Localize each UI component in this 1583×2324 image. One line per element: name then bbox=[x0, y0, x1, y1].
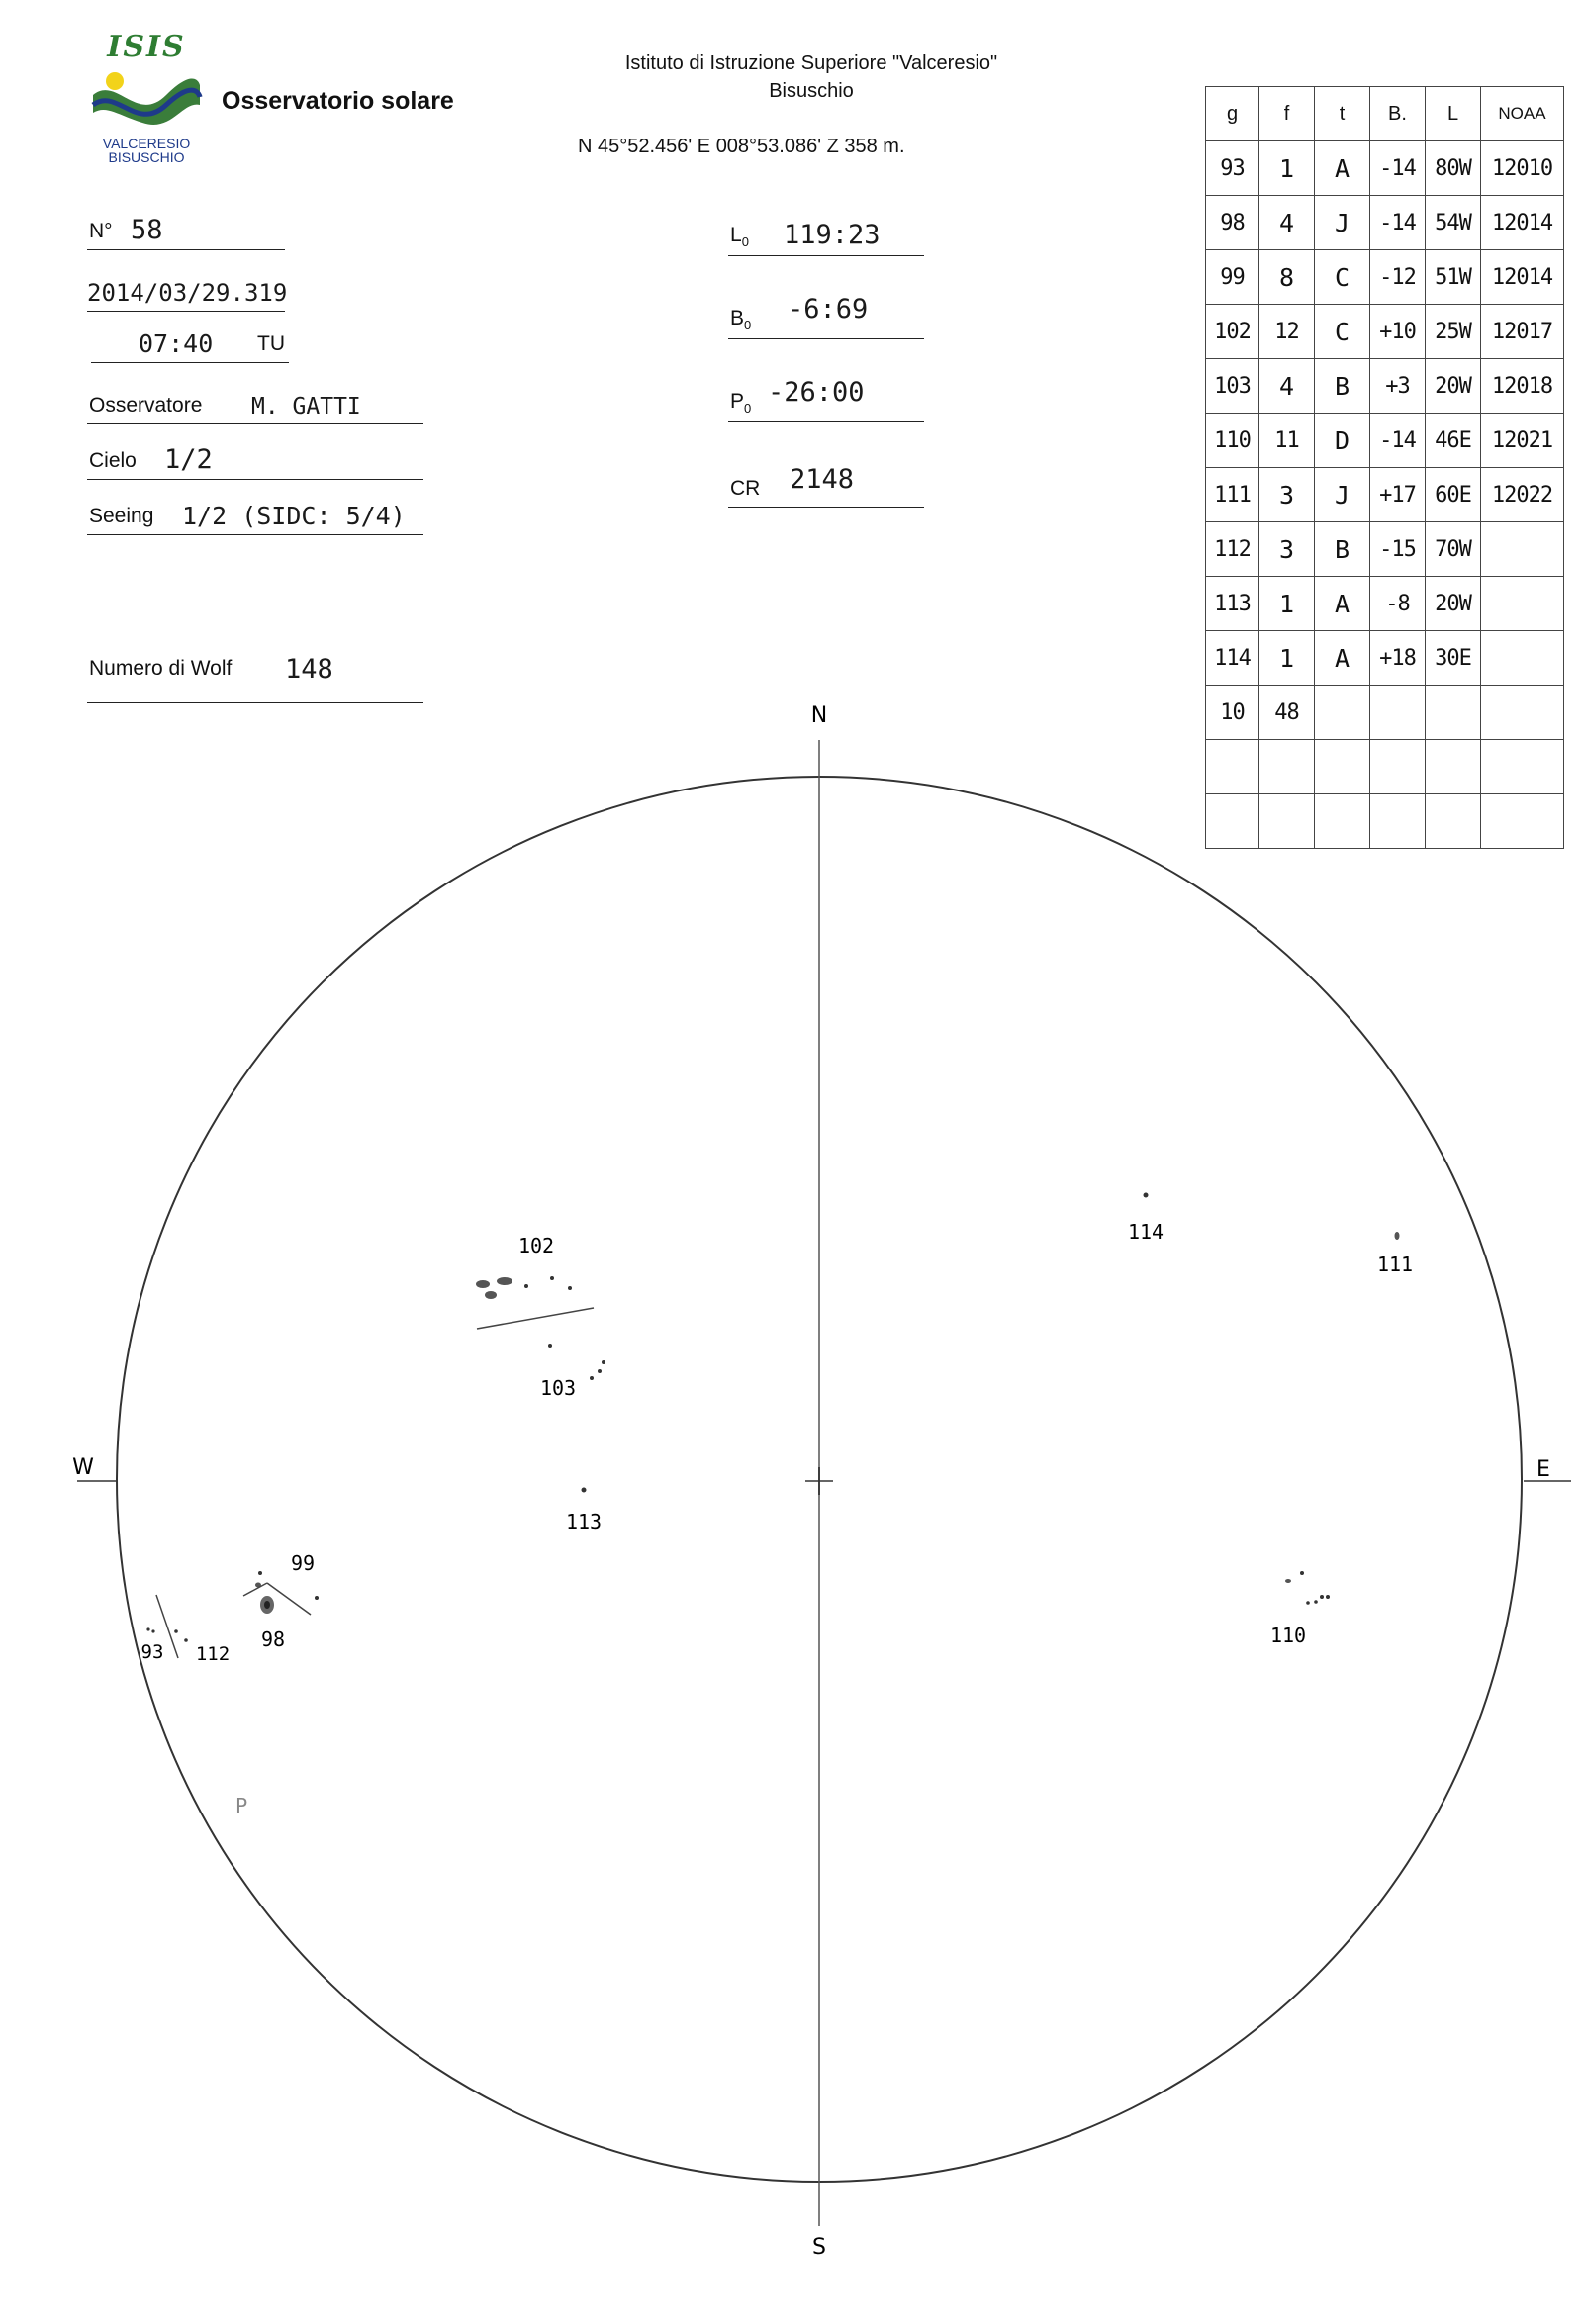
observatory-coordinates: N 45°52.456' E 008°53.086' Z 358 m. bbox=[578, 136, 905, 157]
table-cell: B bbox=[1315, 522, 1370, 577]
table-cell: -8 bbox=[1370, 577, 1426, 631]
table-cell bbox=[1370, 740, 1426, 794]
field-B0 bbox=[728, 294, 924, 339]
table-cell: +17 bbox=[1370, 468, 1426, 522]
sunspot-groups-table bbox=[1205, 86, 1564, 849]
table-cell: 113 bbox=[1206, 577, 1259, 631]
table-cell: 3 bbox=[1259, 522, 1315, 577]
table-cell: 12018 bbox=[1481, 359, 1564, 414]
table-row bbox=[1206, 522, 1564, 577]
table-cell: 25W bbox=[1426, 305, 1481, 359]
table-cell: J bbox=[1315, 196, 1370, 250]
table-cell: 60E bbox=[1426, 468, 1481, 522]
table-cell: -12 bbox=[1370, 250, 1426, 305]
table-cell bbox=[1206, 740, 1259, 794]
table-cell: -14 bbox=[1370, 141, 1426, 196]
B0-label: $B_0$ bbox=[730, 306, 752, 332]
sky-label: Cielo bbox=[89, 449, 137, 472]
group-label-99: 99 bbox=[290, 1551, 316, 1575]
table-cell bbox=[1259, 794, 1315, 849]
table-cell: 12014 bbox=[1481, 250, 1564, 305]
field-sky bbox=[87, 441, 423, 480]
table-cell bbox=[1370, 686, 1426, 740]
table-cell: 11 bbox=[1259, 414, 1315, 468]
field-CR bbox=[728, 464, 924, 508]
field-number bbox=[87, 212, 285, 250]
table-row bbox=[1206, 631, 1564, 686]
table-cell: 93 bbox=[1206, 141, 1259, 196]
institute-title bbox=[524, 49, 1098, 105]
field-observer bbox=[87, 386, 423, 424]
seeing-value: 1/2 (SIDC: 5/4) bbox=[182, 502, 406, 530]
table-cell: 98 bbox=[1206, 196, 1259, 250]
group-label-112: 112 bbox=[195, 1643, 231, 1665]
wolf-value: 148 bbox=[285, 654, 333, 685]
logo-caption-line2: BISUSCHIO bbox=[108, 149, 185, 165]
field-wolf bbox=[87, 654, 423, 703]
table-cell bbox=[1481, 631, 1564, 686]
table-cell: 1 bbox=[1259, 141, 1315, 196]
group-label-110: 110 bbox=[1269, 1624, 1307, 1647]
time-unit: TU bbox=[257, 332, 285, 355]
table-cell: 12014 bbox=[1481, 196, 1564, 250]
table-cell bbox=[1481, 794, 1564, 849]
table-cell: 4 bbox=[1259, 196, 1315, 250]
table-cell bbox=[1481, 686, 1564, 740]
header-t: t bbox=[1315, 87, 1370, 141]
table-cell: -14 bbox=[1370, 196, 1426, 250]
table-cell: 12017 bbox=[1481, 305, 1564, 359]
table-cell: 8 bbox=[1259, 250, 1315, 305]
sunspot-group-110 bbox=[1285, 1571, 1330, 1605]
sunspot-group-103 bbox=[548, 1344, 605, 1380]
logo-caption bbox=[87, 137, 206, 164]
table-cell: 46E bbox=[1426, 414, 1481, 468]
pole-mark: P bbox=[234, 1794, 248, 1817]
P0-value: -26:00 bbox=[768, 377, 865, 408]
field-P0 bbox=[728, 377, 924, 422]
header-f: f bbox=[1259, 87, 1315, 141]
header-b: B. bbox=[1370, 87, 1426, 141]
table-cell bbox=[1315, 740, 1370, 794]
table-cell: 3 bbox=[1259, 468, 1315, 522]
observatory-title: Osservatorio solare bbox=[222, 87, 454, 115]
table-cell: 12 bbox=[1259, 305, 1315, 359]
table-cell: 99 bbox=[1206, 250, 1259, 305]
sunspot-group-114 bbox=[1144, 1193, 1149, 1198]
group-label-102: 102 bbox=[517, 1234, 555, 1257]
isis-logo bbox=[87, 30, 206, 168]
institute-line2: Bisuschio bbox=[769, 80, 854, 102]
table-cell: 12022 bbox=[1481, 468, 1564, 522]
logo-caption-line1: VALCERESIO bbox=[102, 136, 191, 151]
institute-line1: Istituto di Istruzione Superiore "Valceresio" bbox=[624, 52, 998, 74]
table-cell bbox=[1315, 794, 1370, 849]
seeing-label: Seeing bbox=[89, 505, 154, 527]
table-row bbox=[1206, 141, 1564, 196]
observer-label: Osservatore bbox=[89, 394, 203, 417]
group-label-103: 103 bbox=[539, 1376, 577, 1400]
table-cell: C bbox=[1315, 305, 1370, 359]
table-row bbox=[1206, 468, 1564, 522]
field-date bbox=[87, 273, 288, 312]
group-label-114: 114 bbox=[1127, 1220, 1164, 1244]
B0-value: -6:69 bbox=[788, 294, 869, 325]
sunspot-group-111 bbox=[1395, 1232, 1400, 1240]
sunspot-group-98-99 bbox=[243, 1571, 319, 1615]
table-cell: J bbox=[1315, 468, 1370, 522]
table-cell bbox=[1206, 794, 1259, 849]
table-row bbox=[1206, 414, 1564, 468]
table-cell bbox=[1481, 577, 1564, 631]
table-row bbox=[1206, 577, 1564, 631]
table-cell: 20W bbox=[1426, 359, 1481, 414]
group-label-111: 111 bbox=[1376, 1253, 1414, 1276]
table-cell bbox=[1481, 522, 1564, 577]
field-time bbox=[91, 325, 289, 363]
table-cell: 80W bbox=[1426, 141, 1481, 196]
table-cell bbox=[1426, 740, 1481, 794]
sunspot-group-113 bbox=[582, 1488, 587, 1493]
table-cell bbox=[1315, 686, 1370, 740]
table-cell: 102 bbox=[1206, 305, 1259, 359]
table-cell: 12010 bbox=[1481, 141, 1564, 196]
table-cell: 1 bbox=[1259, 577, 1315, 631]
table-cell: 112 bbox=[1206, 522, 1259, 577]
table-cell: 1 bbox=[1259, 631, 1315, 686]
table-cell: 10 bbox=[1206, 686, 1259, 740]
table-row bbox=[1206, 305, 1564, 359]
table-cell: +18 bbox=[1370, 631, 1426, 686]
table-cell: 20W bbox=[1426, 577, 1481, 631]
table-cell: D bbox=[1315, 414, 1370, 468]
table-cell bbox=[1370, 794, 1426, 849]
west-label: W bbox=[72, 1455, 94, 1480]
table-cell: 4 bbox=[1259, 359, 1315, 414]
table-header-row bbox=[1206, 87, 1564, 141]
table-cell: 51W bbox=[1426, 250, 1481, 305]
table-row bbox=[1206, 359, 1564, 414]
table-cell: 111 bbox=[1206, 468, 1259, 522]
table-cell: B bbox=[1315, 359, 1370, 414]
table-cell: A bbox=[1315, 631, 1370, 686]
logo-top-text: ISIS bbox=[107, 30, 186, 64]
observer-value: M. GATTI bbox=[251, 394, 361, 419]
table-cell bbox=[1481, 740, 1564, 794]
table-cell: 114 bbox=[1206, 631, 1259, 686]
table-cell: 70W bbox=[1426, 522, 1481, 577]
group-label-98: 98 bbox=[260, 1627, 286, 1651]
group-label-93: 93 bbox=[140, 1641, 164, 1663]
south-label: S bbox=[812, 2235, 826, 2260]
table-cell: A bbox=[1315, 577, 1370, 631]
number-value: 58 bbox=[131, 215, 163, 245]
table-cell bbox=[1426, 794, 1481, 849]
table-row-empty bbox=[1206, 794, 1564, 849]
table-cell bbox=[1259, 740, 1315, 794]
table-cell: 12021 bbox=[1481, 414, 1564, 468]
table-cell: 30E bbox=[1426, 631, 1481, 686]
field-L0 bbox=[728, 216, 924, 256]
north-label: N bbox=[810, 703, 828, 728]
table-row-totals bbox=[1206, 686, 1564, 740]
wolf-label: Numero di Wolf bbox=[89, 657, 233, 680]
field-seeing bbox=[87, 497, 423, 535]
L0-value: 119:23 bbox=[784, 220, 881, 250]
header-g: g bbox=[1206, 87, 1259, 141]
table-cell: 54W bbox=[1426, 196, 1481, 250]
sky-value: 1/2 bbox=[164, 444, 213, 475]
table-cell: -15 bbox=[1370, 522, 1426, 577]
logo-emblem-icon bbox=[87, 65, 206, 137]
table-cell: +3 bbox=[1370, 359, 1426, 414]
table-cell: 103 bbox=[1206, 359, 1259, 414]
date-value: 2014/03/29.319 bbox=[87, 279, 288, 307]
header-noaa: NOAA bbox=[1481, 87, 1564, 141]
table-cell: A bbox=[1315, 141, 1370, 196]
table-row bbox=[1206, 196, 1564, 250]
table-cell: 48 bbox=[1259, 686, 1315, 740]
header-l: L bbox=[1426, 87, 1481, 141]
sunspot-group-102 bbox=[476, 1276, 594, 1329]
table-row bbox=[1206, 250, 1564, 305]
group-label-113: 113 bbox=[565, 1510, 603, 1534]
table-cell bbox=[1426, 686, 1481, 740]
L0-label: $L_0$ bbox=[730, 223, 749, 249]
CR-label: CR bbox=[730, 477, 761, 500]
table-cell: +10 bbox=[1370, 305, 1426, 359]
time-value: 07:40 bbox=[139, 329, 214, 358]
CR-value: 2148 bbox=[790, 464, 855, 495]
P0-label: $P_0$ bbox=[730, 389, 752, 416]
table-cell: -14 bbox=[1370, 414, 1426, 468]
east-label: E bbox=[1536, 1457, 1550, 1482]
number-label: N° bbox=[89, 220, 113, 242]
table-cell: 110 bbox=[1206, 414, 1259, 468]
table-cell: C bbox=[1315, 250, 1370, 305]
table-row-empty bbox=[1206, 740, 1564, 794]
